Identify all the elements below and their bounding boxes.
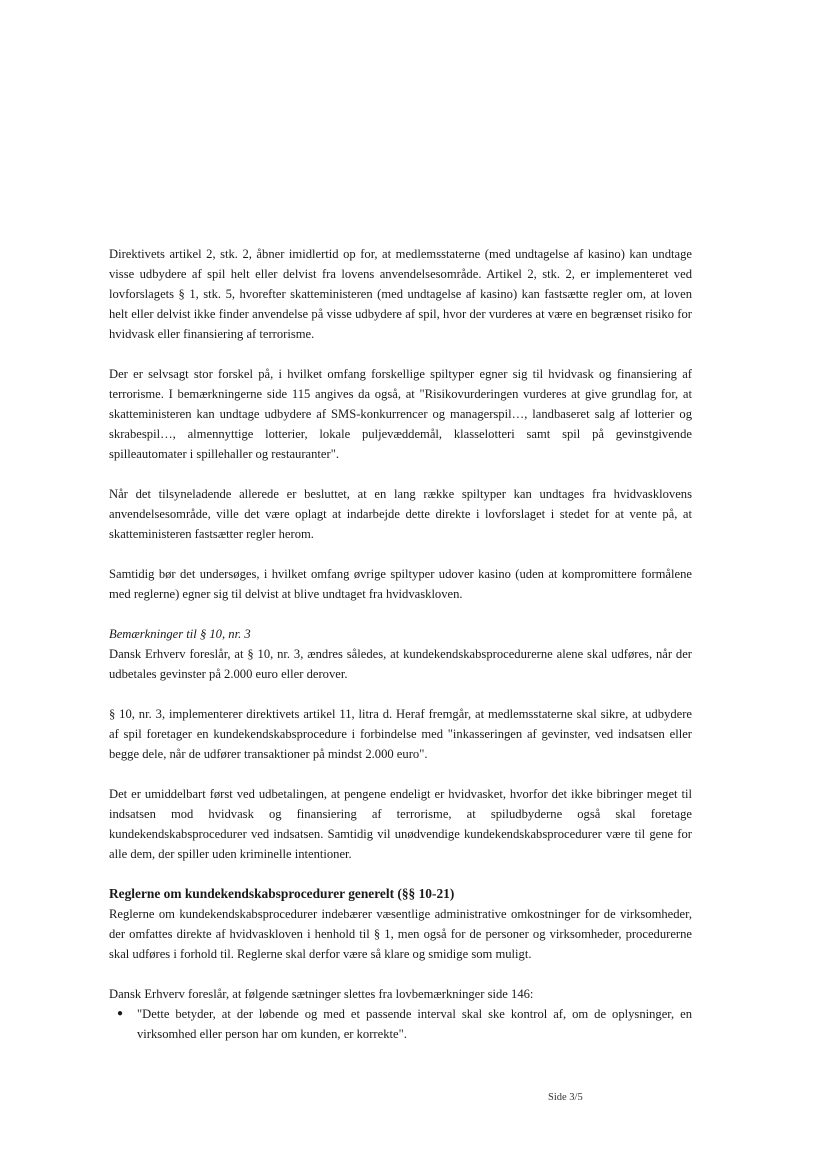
paragraph-admin-costs: Reglerne om kundekendskabsprocedurer indebærer væsentlige administrative omkostninger for de virksomheder, der omfattes direkte af hvidvaskloven i henhold til § 1, men også for de personer og virksomheder, procedurerne skal udføres i forhold til. Reglerne skal derfor være så klare og smidige som muligt. bbox=[109, 907, 692, 961]
page-number: Side 3/5 bbox=[548, 1092, 583, 1103]
section-heading-customer-procedures: Reglerne om kundekendskabsprocedurer generelt (§§ 10-21) bbox=[109, 886, 455, 901]
paragraph-exemptions: Når det tilsyneladende allerede er besluttet, at en lang række spiltyper kan undtages fra hvidvasklovens anvendelsesområde, ville det være oplagt at indarbejde dette direkte i lovforslaget i stedet for at vente på, at skatteministeren fastsætter regler herom. bbox=[109, 487, 692, 541]
bullet-text: "Dette betyder, at der løbende og med et passende interval skal ske kontrol af, om de oplysninger, en virksomhed eller person har om kunden, er korrekte". bbox=[137, 1007, 692, 1041]
paragraph-delete-proposal: Dansk Erhverv foreslår, at følgende sætninger slettes fra lovbemærkninger side 146: bbox=[109, 987, 534, 1001]
paragraph-investigation: Samtidig bør det undersøges, i hvilket omfang øvrige spiltyper udover kasino (uden at kompromittere formålene med reglerne) egner sig til delvist at blive undtaget fra hvidvaskloven. bbox=[109, 567, 692, 601]
paragraph-article-2: Direktivets artikel 2, stk. 2, åbner imidlertid op for, at medlemsstaterne (med undtagelse af kasino) kan undtage visse udbydere af spil helt eller delvist fra lovens anvendelsesområde. Artikel 2, stk. 2, er implementeret ved lovforslagets § 1, stk. 5, hvorefter skatteministeren (med undtagelse af kasino) kan fastsætte regler om, at loven helt eller delvist ikke finder anvendelse på visse udbydere af spil, hvor der vurderes at være en begrænset risiko for hvidvask eller finansiering af terrorisme. bbox=[109, 247, 692, 341]
paragraph-proposal-10-3: Dansk Erhverv foreslår, at § 10, nr. 3, ændres således, at kundekendskabsprocedurerne alene skal udføres, når der udbetales gevinster på 2.000 euro eller derover. bbox=[109, 647, 692, 681]
subheading-section-10: Bemærkninger til § 10, nr. 3 bbox=[109, 627, 251, 641]
list-item bbox=[109, 1004, 692, 1044]
paragraph-payout: Det er umiddelbart først ved udbetalingen, at pengene endeligt er hvidvasket, hvorfor det ikke bibringer meget til indsatsen mod hvidvask og finansiering af terrorisme, at spiludbyderne også skal foretage kundekendskabsprocedurer ved indsatsen. Samtidig vil unødvendige kundekendskabsprocedurer være til gene for alle dem, der spiller uden kriminelle intentioner. bbox=[109, 787, 692, 861]
page-body bbox=[109, 244, 692, 1044]
bullet-icon: ● bbox=[117, 1008, 124, 1019]
bullet-list bbox=[109, 1004, 692, 1044]
paragraph-article-11: § 10, nr. 3, implementerer direktivets artikel 11, litra d. Heraf fremgår, at medlemsstaterne skal sikre, at udbydere af spil foretager en kundekendskabsprocedure i forbindelse med "inkasseringen af gevinster, ved indsatsen eller begge dele, når de udfører transaktioner på mindst 2.000 euro". bbox=[109, 707, 692, 761]
paragraph-game-types: Der er selvsagt stor forskel på, i hvilket omfang forskellige spiltyper egner sig til hvidvask og finansiering af terrorisme. I bemærkningerne side 115 angives da også, at "Risikovurderingen vurderes at give grundlag for, at skatteministeren kan undtage udbydere af SMS-konkurrencer og managerspil…, landbaseret salg af lotterier og skrabespil…, almennyttige lotterier, lokale puljevæddemål, klasselotteri samt spil på gevinstgivende spilleautomater i spillehaller og restauranter". bbox=[109, 367, 692, 461]
